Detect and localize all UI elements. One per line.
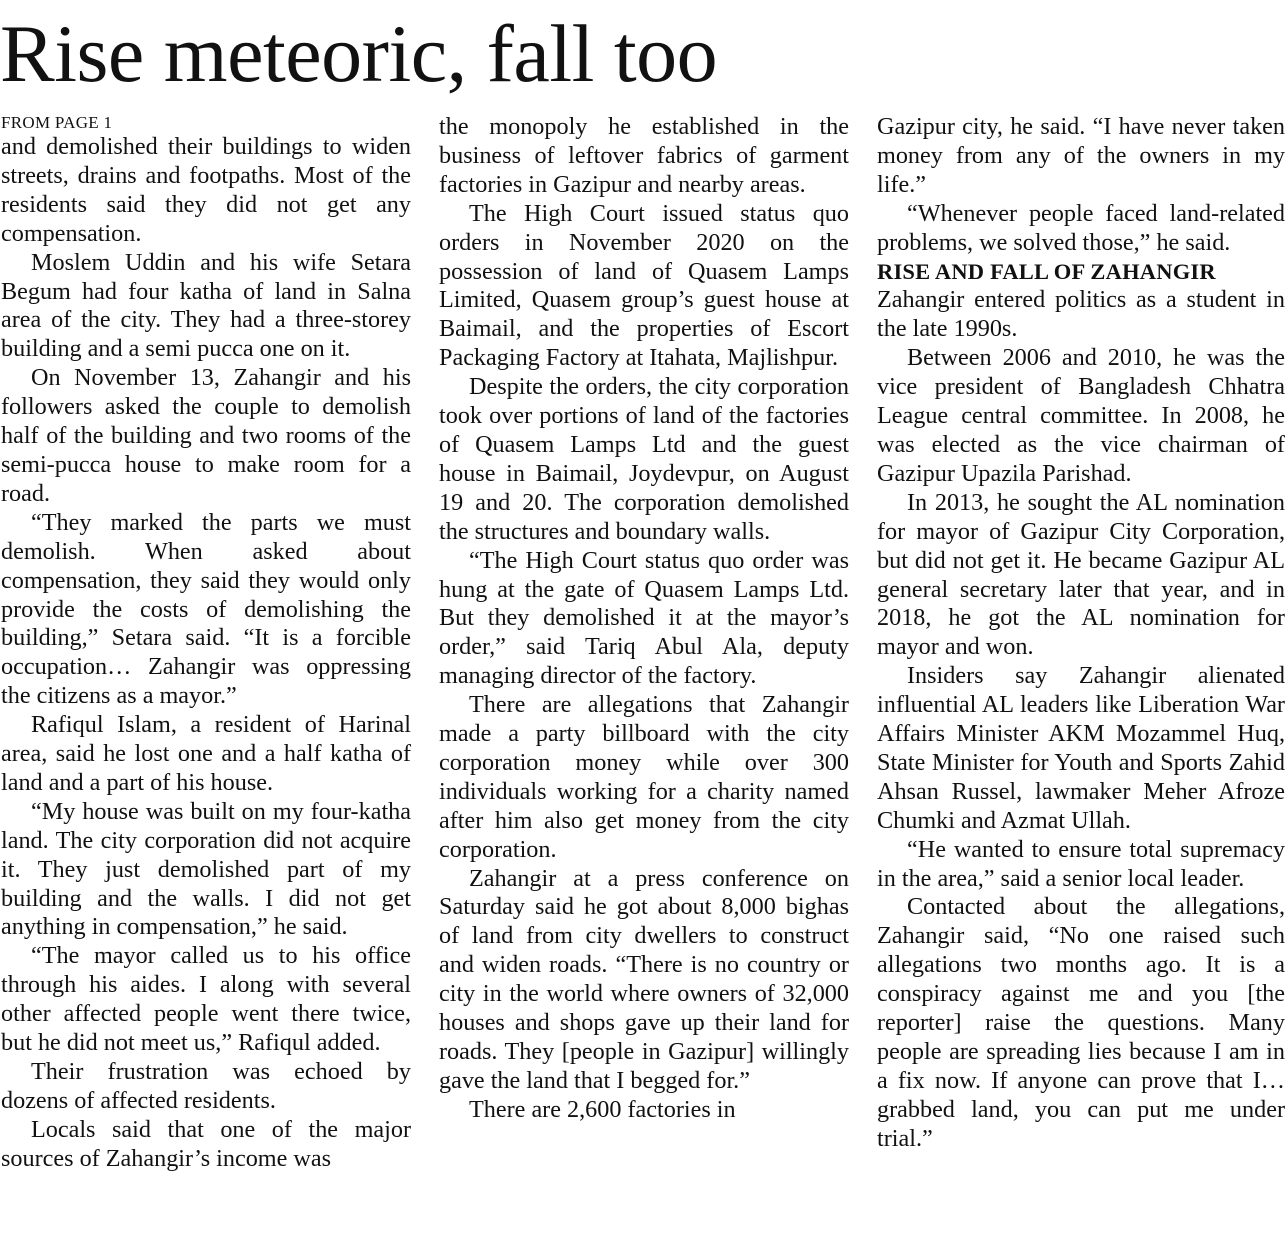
paragraph: Locals said that one of the major sources of Zahangir’s income was xyxy=(1,1115,411,1172)
paragraph: and demolished their buildings to widen streets, drains and footpaths. Most of the residents said they did not get any compensation. xyxy=(1,133,411,247)
paragraph: Zahangir at a press conference on Saturday said he got about 8,000 bighas of land from city dwellers to construct and widen roads. “There is no country or city in the world where owners of 32,000 houses and shops gave up their land for roads. They [people in Gazipur] willingly gave the land that I begged for.” xyxy=(439,864,849,1094)
article-column-1 xyxy=(1,113,411,1174)
paragraph: “The High Court status quo order was hung at the gate of Quasem Lamps Ltd. But they demolished it at the mayor’s order,” said Tariq Abul Ala, deputy managing director of the factory. xyxy=(439,546,849,690)
paragraph: Gazipur city, he said. “I have never taken money from any of the owners in my life.” xyxy=(877,113,1285,198)
paragraph: “He wanted to ensure total supremacy in the area,” said a senior local leader. xyxy=(877,835,1285,892)
paragraph: The High Court issued status quo orders in November 2020 on the possession of land of Quasem Lamps Limited, Quasem group’s guest house at Baimail, and the properties of Escort Packaging Factory at Itahata, Majlishpur. xyxy=(439,199,849,372)
paragraph: There are allegations that Zahangir made a party billboard with the city corporation money while over 300 individuals working for a charity named after him also get money from the city corporation. xyxy=(439,691,849,863)
paragraph: Despite the orders, the city corporation took over portions of land of the factories of Quasem Lamps Ltd and the guest house in Baimail, Joydevpur, on August 19 and 20. The corporation demolished the structures and boundary walls. xyxy=(439,373,849,545)
paragraph: Between 2006 and 2010, he was the vice president of Bangladesh Chhatra League central committee. In 2008, he was elected as the vice chairman of Gazipur Upazila Parishad. xyxy=(877,344,1285,487)
paragraph: “The mayor called us to his office through his aides. I along with several other affected people went there twice, but he did not meet us,” Rafiqul added. xyxy=(1,942,411,1057)
article-column-2 xyxy=(439,113,849,1125)
paragraph: On November 13, Zahangir and his followers asked the couple to demolish half of the building and two rooms of the semi-pucca house to make room for a road. xyxy=(1,364,411,507)
paragraph: Insiders say Zahangir alienated influential AL leaders like Liberation War Affairs Minister AKM Mozammel Huq, State Minister for Youth and Sports Zahid Ahsan Russel, lawmaker Meher Afroze Chumki and Azmat Ullah. xyxy=(877,662,1285,834)
headline: Rise meteoric, fall too xyxy=(0,8,718,99)
paragraph: In 2013, he sought the AL nomination for mayor of Gazipur City Corporation, but did not get it. He became Gazipur AL general secretary later that year, and in 2018, he got the AL nomination for mayor and won. xyxy=(877,488,1285,661)
paragraph: Contacted about the allegations, Zahangir said, “No one raised such allegations two months ago. It is a conspiracy against me and you [the reporter] raise the questions. Many people are spreading lies because I am in a fix now. If anyone can prove that I… grabbed land, you can put me under trial.” xyxy=(877,893,1285,1152)
paragraph: Zahangir entered politics as a student in the late 1990s. xyxy=(877,286,1285,343)
paragraph: “They marked the parts we must demolish. When asked about compensation, they said they would only provide the costs of demolishing the building,” Setara said. “It is a forcible occupation… Zahangir was oppressing the citizens as a mayor.” xyxy=(1,508,411,710)
paragraph: “Whenever people faced land-related problems, we solved those,” he said. xyxy=(877,199,1285,256)
paragraph: Rafiqul Islam, a resident of Harinal area, said he lost one and a half katha of land and a part of his house. xyxy=(1,711,411,796)
paragraph: Their frustration was echoed by dozens of affected residents. xyxy=(1,1058,411,1114)
paragraph: There are 2,600 factories in xyxy=(469,1095,736,1123)
paragraph: the monopoly he established in the business of leftover fabrics of garment factories in Gazipur and nearby areas. xyxy=(439,113,849,198)
paragraph: “My house was built on my four-katha land. The city corporation did not acquire it. They just demolished part of my building and the walls. I did not get anything in compensation,” he said. xyxy=(1,797,411,941)
paragraph: Moslem Uddin and his wife Setara Begum had four katha of land in Salna area of the city. They had a three-storey building and a semi pucca one on it. xyxy=(1,248,411,363)
section-subhead: RISE AND FALL OF ZAHANGIR xyxy=(877,258,1216,284)
article-column-3 xyxy=(877,113,1285,1154)
jump-line: FROM PAGE 1 xyxy=(1,113,113,132)
